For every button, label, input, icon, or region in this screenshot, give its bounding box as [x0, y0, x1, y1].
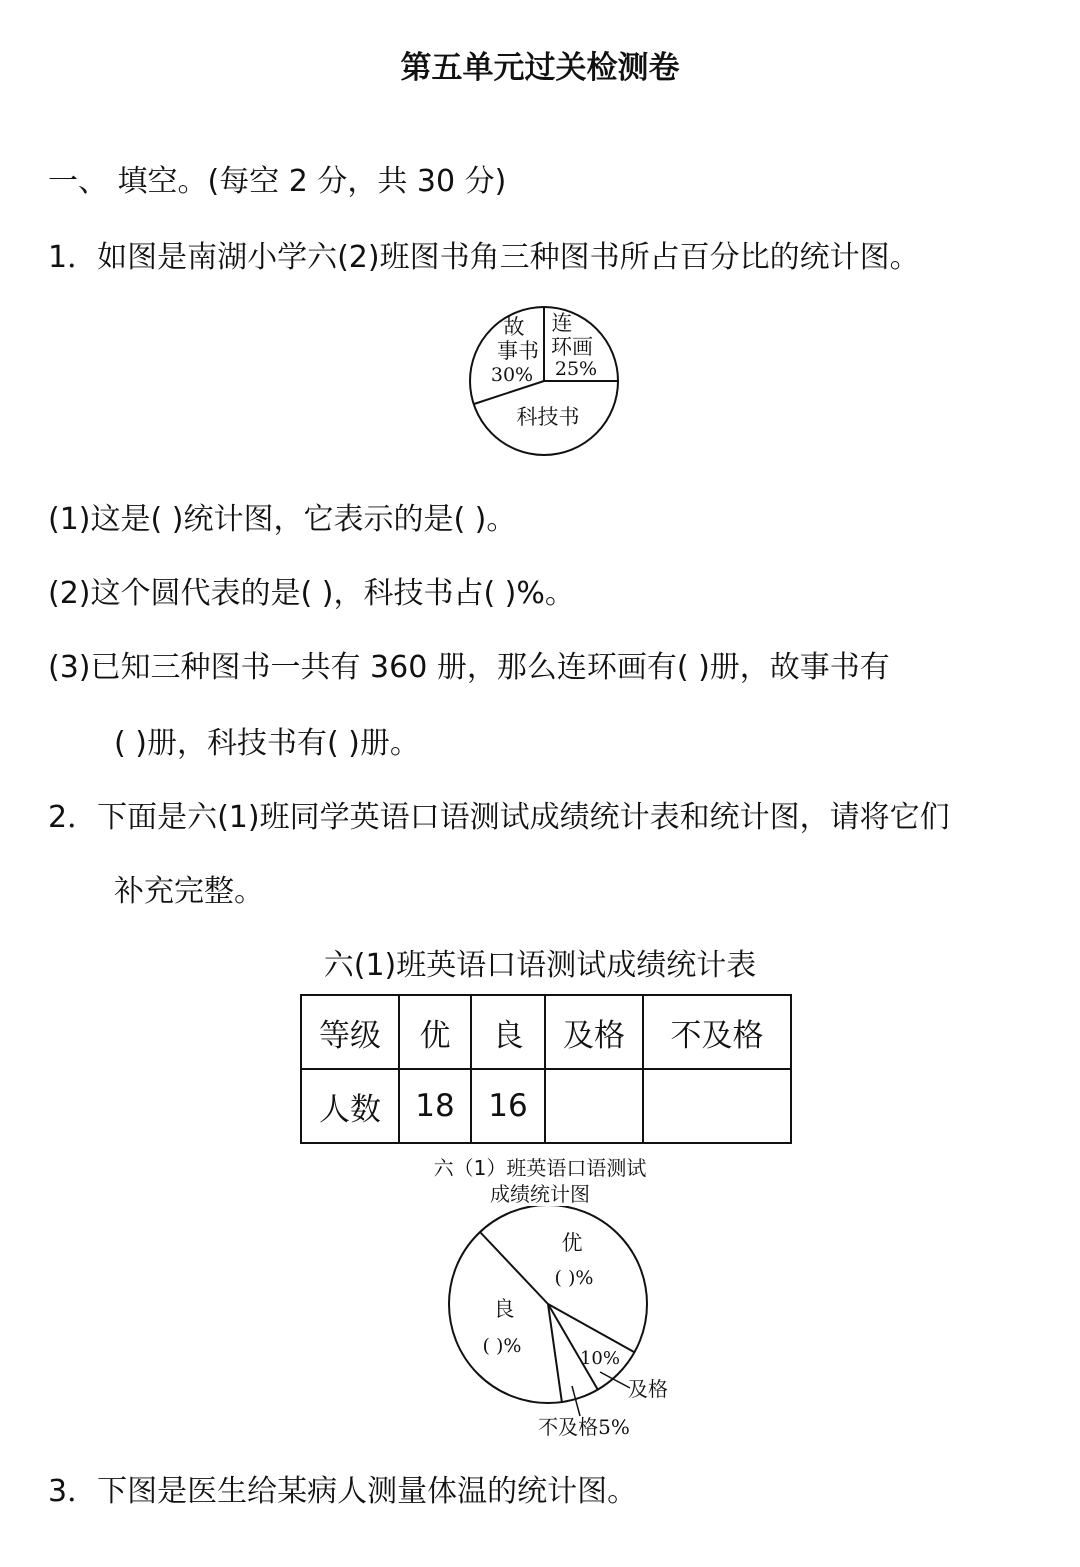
- table-header-cell: 等级: [301, 995, 399, 1069]
- section-heading: 一、 填空。(每空 2 分，共 30 分): [48, 164, 507, 199]
- chart-2-title-1: 六（1）班英语口语测试: [433, 1156, 647, 1180]
- story-label-1: 故: [503, 315, 525, 339]
- comic-label-1: 连: [551, 311, 573, 335]
- table-cell: [643, 1069, 791, 1143]
- bujige-label: 不及格5%: [538, 1415, 630, 1439]
- question-2-text-cont: 补充完整。: [114, 874, 264, 909]
- score-pie-divider-1: [480, 1232, 548, 1304]
- you-label: 优: [561, 1231, 583, 1255]
- question-1-sub-3b: ( )册，科技书有( )册。: [114, 726, 420, 761]
- comic-pct: 25%: [554, 358, 598, 380]
- page-title: 第五单元过关检测卷: [400, 50, 680, 86]
- comic-label-2: 环画: [551, 335, 593, 359]
- chart-2-title-2: 成绩统计图: [490, 1182, 590, 1206]
- question-2-text: 2．下面是六(1)班同学英语口语测试成绩统计表和统计图，请将它们: [48, 800, 950, 835]
- jige-pct: 10%: [579, 1348, 621, 1369]
- story-label-2: 事书: [497, 339, 539, 363]
- score-pie-chart: [440, 1206, 690, 1446]
- liang-label: 良: [493, 1297, 515, 1321]
- you-pct: ( )%: [554, 1267, 594, 1289]
- question-1-sub-1: (1)这是( )统计图，它表示的是( )。: [48, 502, 517, 537]
- bujige-leader-line: [572, 1386, 580, 1416]
- jige-label: 及格: [628, 1377, 668, 1401]
- table-cell: 16: [471, 1069, 545, 1143]
- table-row: [301, 1069, 791, 1143]
- table-cell: [545, 1069, 643, 1143]
- story-pct: 30%: [490, 364, 534, 386]
- table-cell: 18: [399, 1069, 471, 1143]
- question-1-sub-2: (2)这个圆代表的是( )，科技书占( )%。: [48, 576, 575, 611]
- question-3-text: 3．下图是医生给某病人测量体温的统计图。: [48, 1474, 638, 1509]
- table-header-cell: 优: [399, 995, 471, 1069]
- score-pie-divider-4: [548, 1304, 562, 1403]
- table-header-cell: 良: [471, 995, 545, 1069]
- book-pie-chart: [460, 298, 630, 468]
- table-header-row: [301, 995, 791, 1069]
- table-header-cell: 及格: [545, 995, 643, 1069]
- table-caption: 六(1)班英语口语测试成绩统计表: [323, 948, 757, 983]
- table-header-cell: 不及格: [643, 995, 791, 1069]
- score-table: [300, 994, 792, 1144]
- question-1-sub-3a: (3)已知三种图书一共有 360 册，那么连环画有( )册，故事书有: [48, 650, 890, 685]
- science-label: 科技书: [516, 405, 580, 429]
- liang-pct: ( )%: [482, 1335, 522, 1357]
- table-cell: 人数: [301, 1069, 399, 1143]
- question-1-text: 1．如图是南湖小学六(2)班图书角三种图书所占百分比的统计图。: [48, 240, 920, 275]
